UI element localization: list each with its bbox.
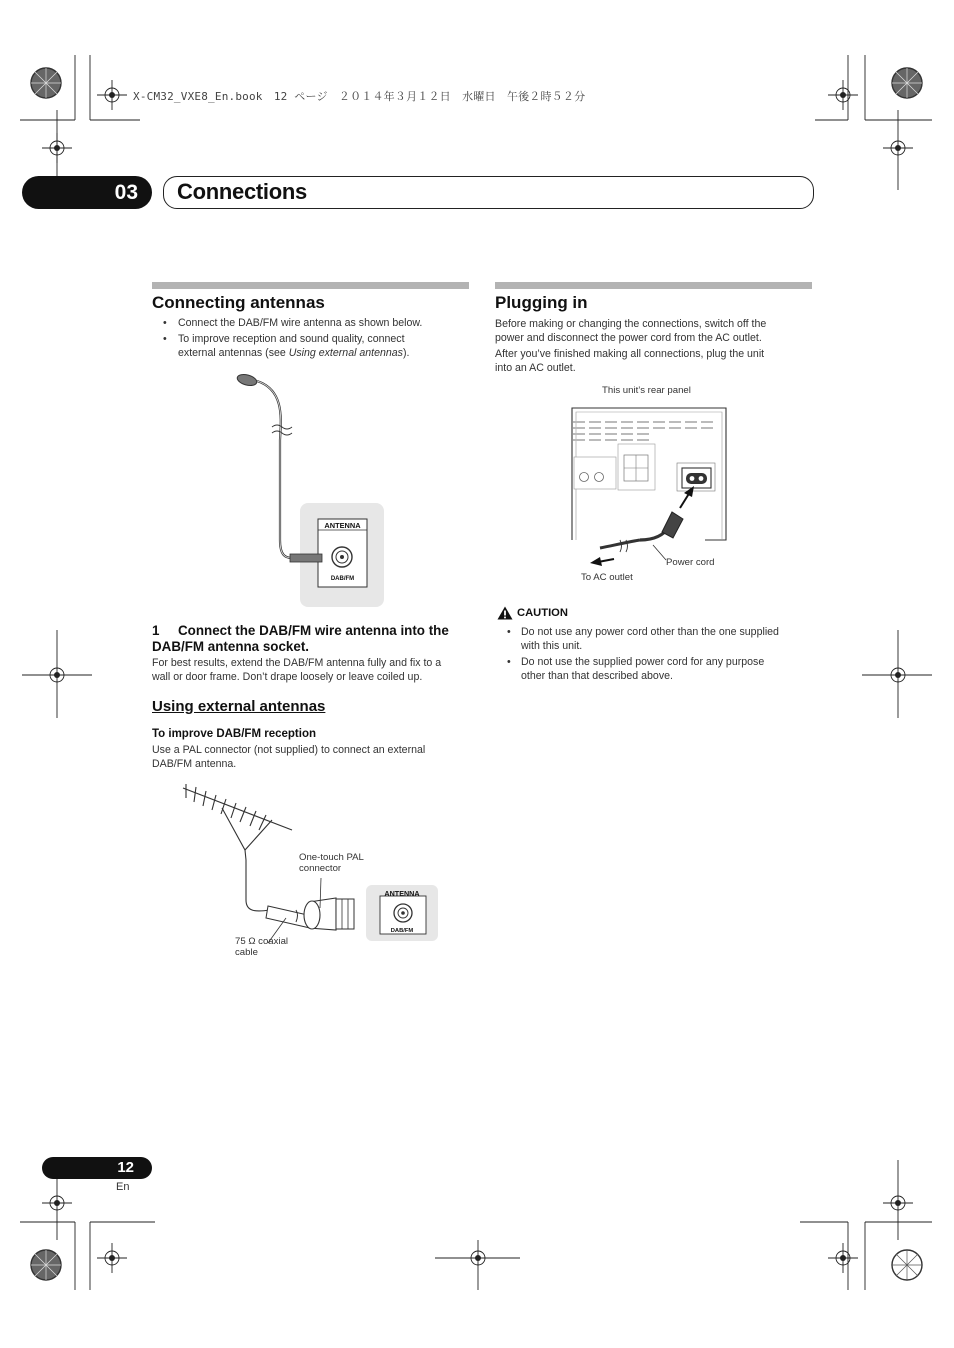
caution-bullet1-line2: with this unit. — [521, 640, 583, 652]
plugging-in-para1-line2: power and disconnect the power cord from the AC outlet. — [495, 332, 762, 344]
coaxial-cable-label-line1: 75 Ω coaxial — [235, 936, 289, 947]
plugging-in-para1-line1: Before making or changing the connections, switch off the — [495, 318, 767, 330]
using-external-antennas-heading: Using external antennas — [152, 698, 326, 715]
caution-title: CAUTION — [517, 607, 568, 619]
dabfm-panel-label: DAB/FM — [390, 928, 414, 934]
step-text-line1: Connect the DAB/FM wire antenna into the — [178, 623, 449, 638]
pal-connector-label-line1: One-touch PAL — [299, 852, 364, 863]
bullet-text-part: external antennas (see — [178, 347, 289, 359]
connecting-antennas-heading: Connecting antennas — [152, 293, 325, 312]
antenna-panel-label: ANTENNA — [324, 521, 361, 530]
chapter-number: 03 — [114, 181, 138, 204]
plugging-in-heading: Plugging in — [495, 293, 588, 312]
bullet-dot: • — [163, 317, 167, 329]
warning-icon — [497, 606, 513, 620]
step-note-line1: For best results, extend the DAB/FM antenna fully and fix to a — [152, 657, 442, 669]
plugging-in-para2-line2: into an AC outlet. — [495, 362, 576, 374]
bullet-dot: • — [507, 656, 511, 668]
cross-reference-link: Using external antennas — [288, 347, 403, 359]
bullet-text: Connect the DAB/FM wire antenna as shown below. — [178, 317, 423, 329]
power-cord-label: Power cord — [666, 557, 715, 568]
caution-bullet2-line2: other than that described above. — [521, 670, 673, 682]
page-language: En — [116, 1181, 130, 1193]
antenna-panel-label: ANTENNA — [384, 889, 420, 898]
plugging-in-para2-line1: After you’ve finished making all connections, plug the unit — [495, 348, 765, 360]
step-text-line2: DAB/FM antenna socket. — [152, 639, 309, 654]
external-antenna-text-line1: Use a PAL connector (not supplied) to connect an external — [152, 744, 426, 756]
caution-bullet2-line1: Do not use the supplied power cord for any purpose — [521, 656, 765, 668]
ac-outlet-label: To AC outlet — [581, 572, 633, 583]
chapter-title: Connections — [177, 179, 307, 204]
bullet-text: To improve reception and sound quality, connect — [178, 333, 405, 345]
page-number: 12 — [117, 1159, 134, 1176]
step-number: 1 — [152, 623, 160, 638]
bullet-text-part: ). — [402, 347, 410, 359]
dabfm-panel-label: DAB/FM — [330, 576, 355, 582]
caution-bullet1-line1: Do not use any power cord other than the one supplied — [521, 626, 779, 638]
improve-reception-subheading: To improve DAB/FM reception — [152, 728, 316, 740]
external-antenna-text-line2: DAB/FM antenna. — [152, 758, 237, 770]
bullet-dot: • — [507, 626, 511, 638]
pal-connector-label-line2: connector — [299, 863, 342, 874]
print-header: X-CM32_VXE8_En.book 12 ページ ２０１４年３月１２日 水曜日 午後２時５２分 — [133, 90, 586, 103]
step-note-line2: wall or door frame. Don’t drape loosely or leave coiled up. — [152, 671, 423, 683]
bullet-dot: • — [163, 333, 167, 345]
rear-panel-label: This unit’s rear panel — [602, 385, 691, 396]
coaxial-cable-label-line2: cable — [235, 947, 258, 958]
